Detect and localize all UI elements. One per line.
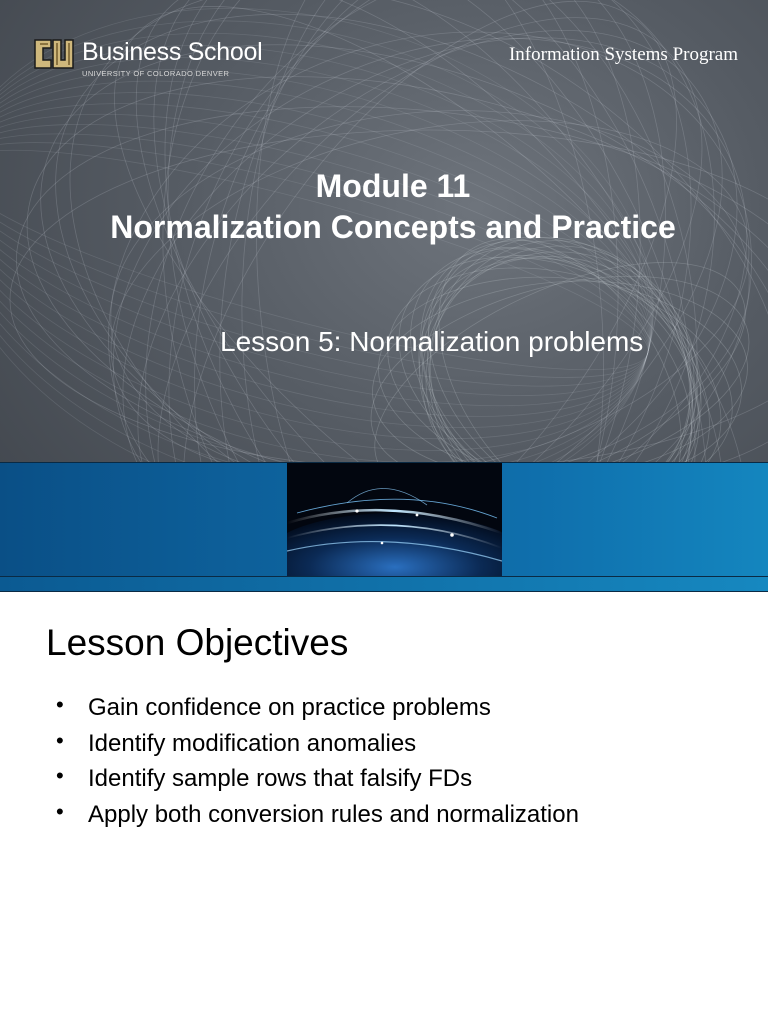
- program-name: Information Systems Program: [508, 44, 738, 65]
- lesson-subtitle: Lesson 5: Normalization problems: [220, 326, 644, 357]
- objective-text: Identify modification anomalies: [88, 729, 417, 757]
- objectives-slide: [0, 592, 768, 1024]
- logo-subtitle: UNIVERSITY OF COLORADO DENVER: [82, 69, 230, 78]
- bullet-icon: •: [56, 763, 64, 788]
- glowing-network-globe-image: [287, 463, 502, 576]
- bullet-icon: •: [56, 692, 64, 717]
- bullet-icon: •: [56, 727, 64, 753]
- objectives-heading: Lesson Objectives: [46, 622, 349, 663]
- module-title: Normalization Concepts and Practice: [110, 209, 676, 245]
- objective-text: Apply both conversion rules and normalization: [88, 800, 579, 828]
- business-school-logo: [32, 34, 272, 78]
- module-number: Module 11: [315, 168, 471, 204]
- objective-text: Identify sample rows that falsify FDs: [88, 765, 473, 792]
- logo-title: Business School: [82, 38, 263, 66]
- objective-text: Gain confidence on practice problems: [88, 694, 491, 721]
- cu-monogram-icon: [32, 34, 74, 74]
- bullet-icon: •: [56, 798, 64, 824]
- banner-strip: [0, 577, 768, 592]
